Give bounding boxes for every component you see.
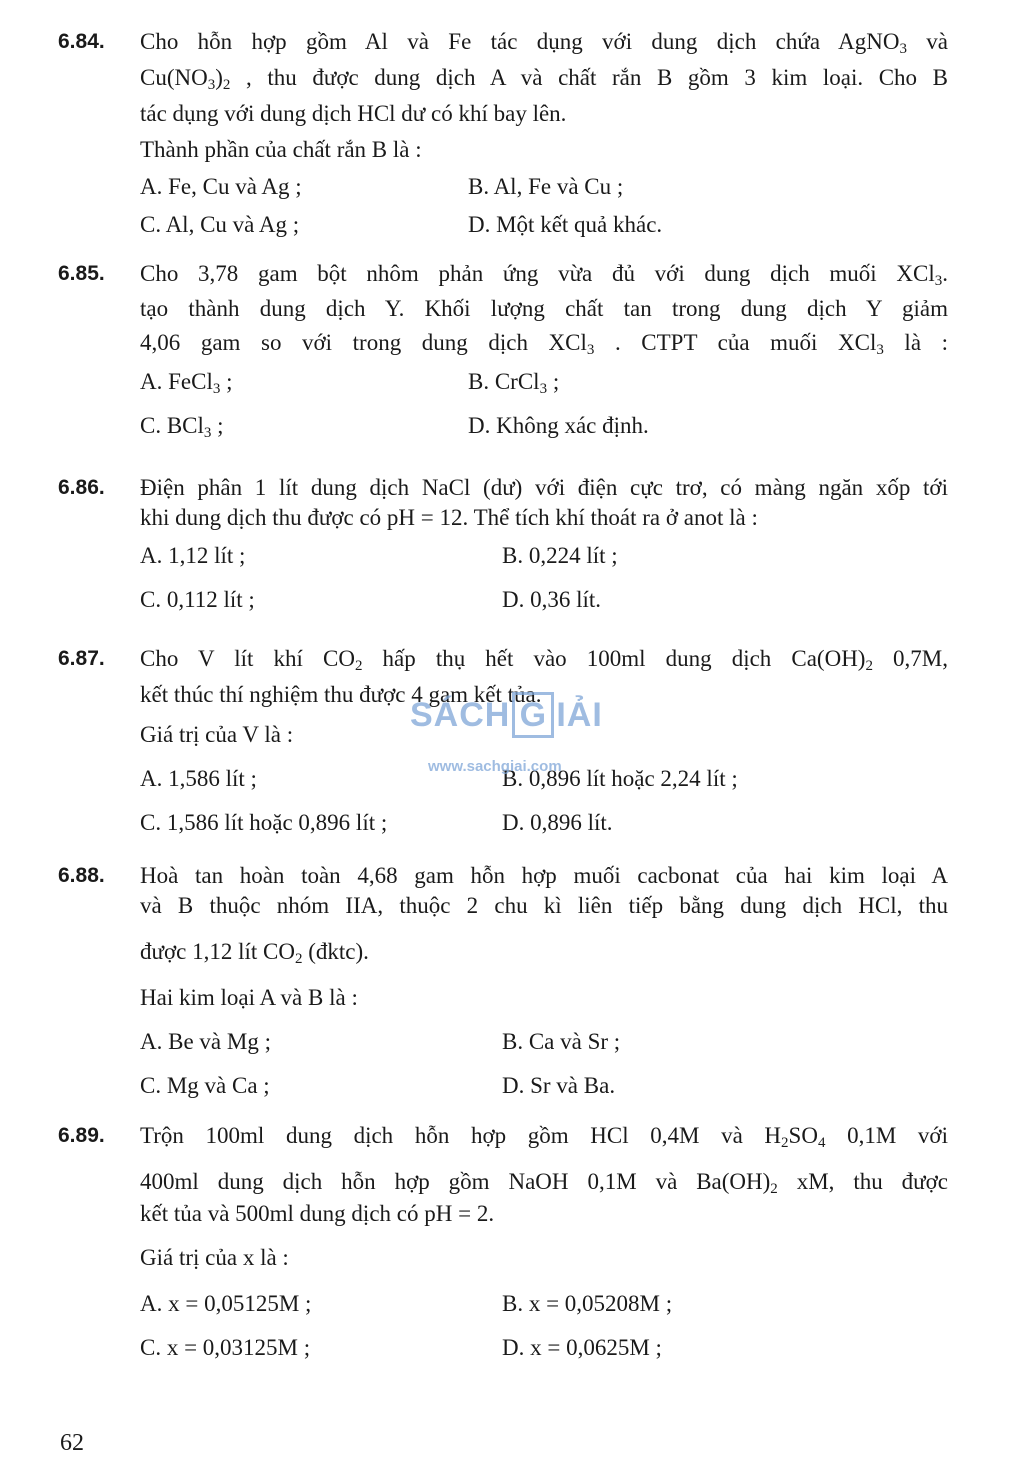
option-d: D. Sr và Ba. — [502, 1073, 616, 1098]
option-c: C. Mg và Ca ; — [140, 1073, 270, 1098]
watermark-url: www.sachgiai.com — [428, 758, 562, 775]
question-line: 4,06 gam so với trong dung dịch XCl$_3$ . CTPT của muối XCl$_3$ là : — [140, 330, 948, 358]
option-a: A. Be và Mg ; — [140, 1029, 271, 1054]
question-6-86 — [58, 470, 948, 622]
option-b: B. CrCl$_3$ ; — [468, 369, 560, 397]
question-line: kết thúc thí nghiệm thu được 4 gam kết tủa. — [140, 682, 542, 707]
option-d: D. 0,36 lít. — [502, 587, 602, 612]
question-line: tác dụng với dung dịch HCl dư có khí bay lên. — [140, 101, 567, 126]
option-d: D. 0,896 lít. — [502, 810, 613, 835]
question-number: 6.88. — [58, 864, 105, 887]
watermark-text: SÁCH G IẢI — [410, 692, 603, 738]
answer-options-row — [140, 1326, 948, 1370]
option-a: A. x = 0,05125M ; — [140, 1291, 312, 1316]
answer-options-row — [140, 404, 948, 448]
question-line: Cho 3,78 gam bột nhôm phản ứng vừa đủ với dung dịch muối XCl$_3$. — [140, 261, 948, 289]
option-b: B. 0,896 lít hoặc 2,24 lít ; — [502, 766, 738, 791]
option-d: D. Không xác định. — [468, 413, 649, 438]
option-c: C. BCl$_3$ ; — [140, 413, 224, 441]
option-b: B. x = 0,05208M ; — [502, 1291, 673, 1316]
question-line: Thành phần của chất rắn B là : — [140, 137, 422, 162]
question-line: Giá trị của x là : — [140, 1245, 289, 1270]
question-number: 6.87. — [58, 647, 105, 670]
option-a: A. 1,12 lít ; — [140, 543, 246, 568]
question-line: Trộn 100ml dung dịch hỗn hợp gồm HCl 0,4M và $H_2SO_4$ 0,1M với — [140, 1123, 948, 1151]
question-line: Điện phân 1 lít dung dịch NaCl (dư) với điện cực trơ, có màng ngăn xốp tới — [140, 475, 948, 500]
question-number: 6.84. — [58, 30, 105, 53]
question-6-84 — [58, 24, 948, 244]
question-6-89 — [58, 1118, 948, 1370]
question-6-85 — [58, 256, 948, 448]
answer-options-row — [140, 1064, 948, 1108]
option-b: B. Al, Fe và Cu ; — [468, 174, 624, 199]
option-c: C. Al, Cu và Ag ; — [140, 212, 300, 237]
question-line: và B thuộc nhóm IIA, thuộc 2 chu kì liên tiếp bằng dung dịch HCl, thu — [140, 893, 948, 918]
question-line: 400ml dung dịch hỗn hợp gồm NaOH 0,1M và $Ba(OH)_2$ xM, thu được — [140, 1169, 948, 1197]
option-c: C. x = 0,03125M ; — [140, 1335, 311, 1360]
question-line: Hai kim loại A và B là : — [140, 985, 358, 1010]
option-b: B. 0,224 lít ; — [502, 543, 618, 568]
option-b: B. Ca và Sr ; — [502, 1029, 621, 1054]
answer-options-row — [140, 168, 948, 206]
option-c: C. 0,112 lít ; — [140, 587, 255, 612]
question-line: Cho hỗn hợp gồm Al và Fe tác dụng với dung dịch chứa AgNO$_3$ và — [140, 29, 948, 57]
answer-options-row — [140, 206, 948, 244]
question-line: tạo thành dung dịch Y. Khối lượng chất tan trong dung dịch Y giảm — [140, 296, 948, 321]
question-number: 6.85. — [58, 262, 105, 285]
question-number: 6.86. — [58, 476, 105, 499]
option-d: D. x = 0,0625M ; — [502, 1335, 662, 1360]
answer-options-row — [140, 534, 948, 578]
answer-options-row — [140, 1020, 948, 1064]
watermark-g-box: G — [512, 692, 554, 738]
page-number: 62 — [60, 1430, 84, 1456]
option-c: C. 1,586 lít hoặc 0,896 lít ; — [140, 810, 388, 835]
answer-options-row — [140, 578, 948, 622]
question-line: được 1,12 lít $CO_2$ (đktc). — [140, 939, 369, 967]
answer-options-row — [140, 801, 948, 845]
question-line: kết tủa và 500ml dung dịch có pH = 2. — [140, 1201, 495, 1226]
question-6-88 — [58, 858, 948, 1108]
question-line: Cho V lít khí $CO_2$ hấp thụ hết vào 100ml dung dịch $Ca(OH)_2$ 0,7M, — [140, 646, 948, 674]
question-number: 6.89. — [58, 1124, 105, 1147]
watermark-logo — [410, 692, 620, 782]
question-line: Giá trị của V là : — [140, 722, 294, 747]
answer-options-row — [140, 360, 948, 404]
question-line: $Cu(NO_3)_2$ , thu được dung dịch A và chất rắn B gồm 3 kim loại. Cho B — [140, 65, 948, 93]
question-line: khi dung dịch thu được có pH = 12. Thể tích khí thoát ra ở anot là : — [140, 505, 758, 530]
option-a: A. FeCl$_3$ ; — [140, 369, 233, 397]
question-line: Hoà tan hoàn toàn 4,68 gam hỗn hợp muối cacbonat của hai kim loại A — [140, 863, 948, 888]
option-a: A. 1,586 lít ; — [140, 766, 257, 791]
option-a: A. Fe, Cu và Ag ; — [140, 174, 302, 199]
answer-options-row — [140, 1282, 948, 1326]
option-d: D. Một kết quả khác. — [468, 212, 663, 237]
